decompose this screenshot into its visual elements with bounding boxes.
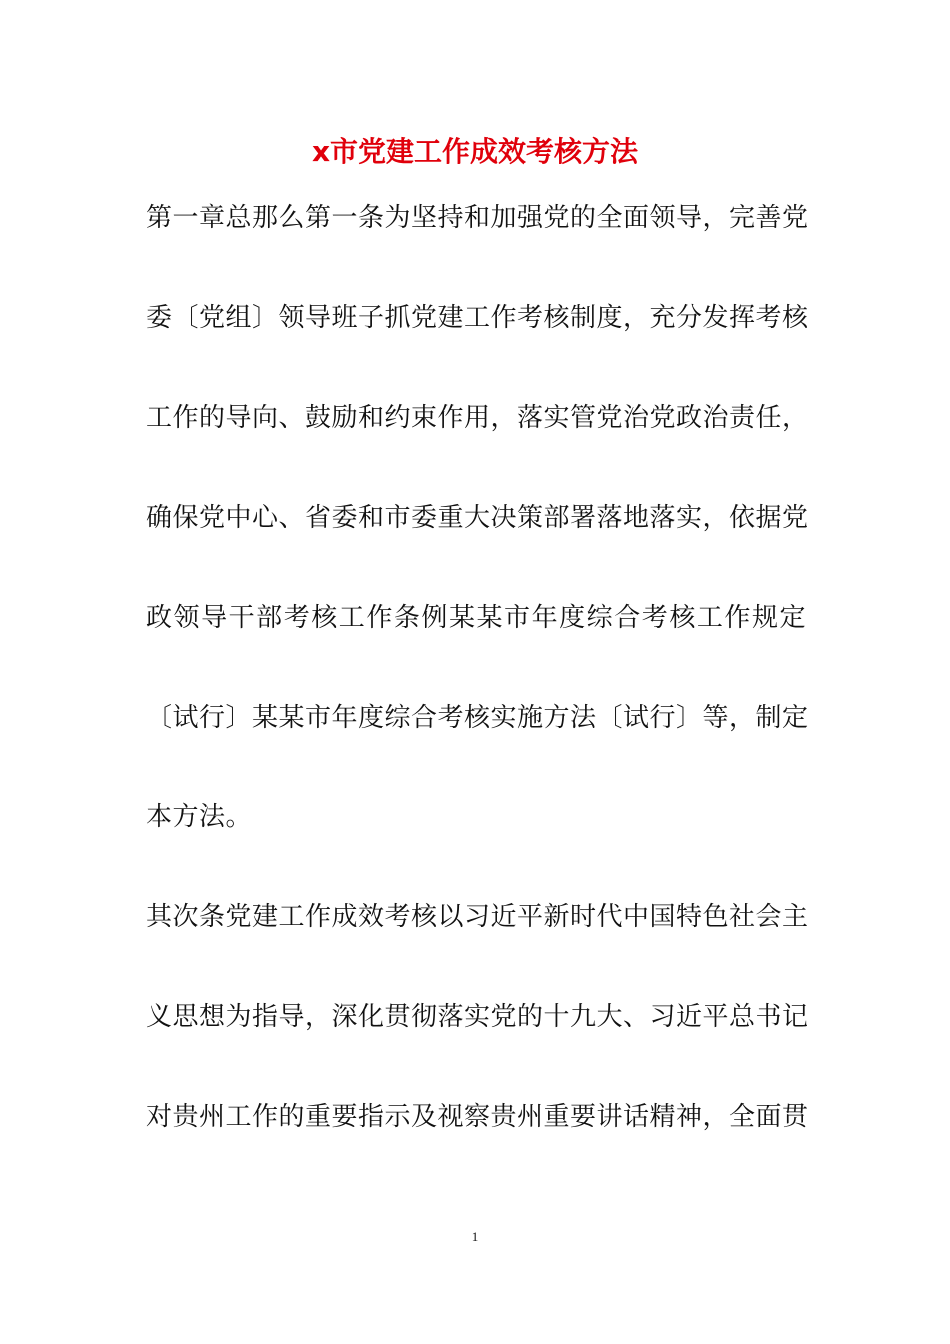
document-title: x市党建工作成效考核方法 <box>311 135 639 168</box>
paragraph-line: 委〔党组〕领导班子抓党建工作考核制度，充分发挥考核 <box>146 303 809 333</box>
page-number: 1 <box>471 1229 479 1244</box>
paragraph-line: 对贵州工作的重要指示及视察贵州重要讲话精神，全面贯 <box>146 1102 809 1132</box>
paragraph-line: 〔试行〕某某市年度综合考核实施方法〔试行〕等，制定 <box>146 703 809 733</box>
paragraph-line: 其次条党建工作成效考核以习近平新时代中国特色社会主 <box>146 902 809 932</box>
paragraph-line: 本方法。 <box>146 802 253 832</box>
paragraph-line: 工作的导向、鼓励和约束作用，落实管党治党政治责任， <box>146 403 809 433</box>
paragraph-line: 确保党中心、省委和市委重大决策部署落地落实，依据党 <box>146 503 809 533</box>
paragraph-line: 政领导干部考核工作条例某某市年度综合考核工作规定 <box>146 603 806 633</box>
paragraph-line: 义思想为指导，深化贯彻落实党的十九大、习近平总书记 <box>146 1002 809 1032</box>
paragraph-line: 第一章总那么第一条为坚持和加强党的全面领导，完善党 <box>146 203 809 233</box>
